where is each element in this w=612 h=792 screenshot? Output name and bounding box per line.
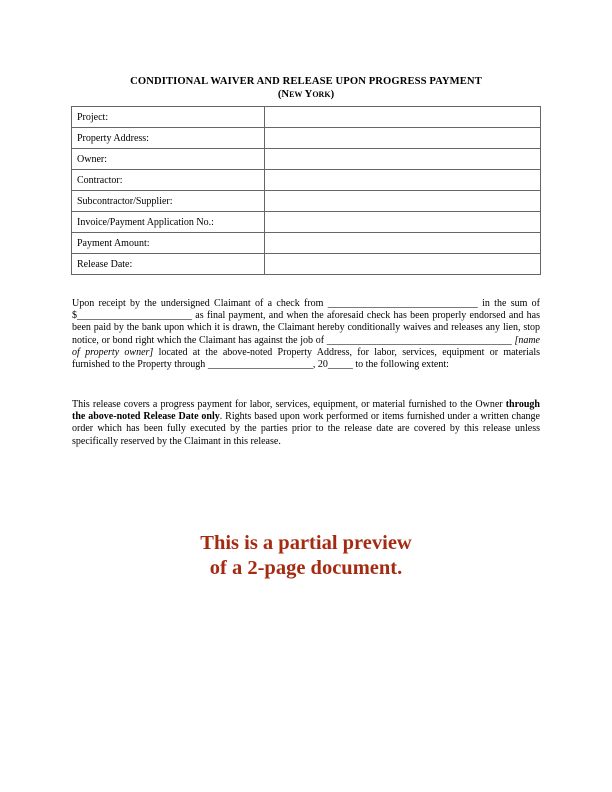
- release-date-value[interactable]: [265, 254, 541, 275]
- preview-notice-line-1: This is a partial preview: [200, 532, 412, 554]
- project-label: Project:: [72, 107, 265, 128]
- subtitle-smallcaps-2: ORK: [312, 90, 331, 99]
- p1-text-2: in the sum of $: [72, 298, 541, 322]
- release-date-label: Release Date:: [72, 254, 265, 275]
- table-row: [72, 149, 541, 170]
- owner-label: Owner:: [72, 149, 265, 170]
- owner-name-blank: _____________________________________: [326, 334, 512, 346]
- coverage-paragraph: [72, 399, 540, 448]
- subtitle-close: ): [330, 89, 335, 100]
- contractor-label: Contractor:: [72, 170, 265, 191]
- payment-amount-value[interactable]: [265, 233, 541, 254]
- subtitle-open: (N: [277, 89, 290, 100]
- document-subtitle: [0, 88, 612, 101]
- table-row: [72, 233, 541, 254]
- contractor-value[interactable]: [265, 170, 541, 191]
- subtitle-mid: Y: [302, 89, 313, 100]
- through-date-blank: _____________________: [207, 359, 313, 371]
- year-blank: _____: [327, 359, 353, 371]
- invoice-value[interactable]: [265, 212, 541, 233]
- owner-value[interactable]: [265, 149, 541, 170]
- document-title: CONDITIONAL WAIVER AND RELEASE UPON PROGRESS PAYMENT: [130, 76, 482, 87]
- table-row: [72, 212, 541, 233]
- invoice-label: Invoice/Payment Application No.:: [72, 212, 265, 233]
- property-address-label: Property Address:: [72, 128, 265, 149]
- p2-bold-text: through the above-noted Release Date only: [72, 399, 540, 423]
- table-row: [72, 170, 541, 191]
- preview-notice-line-2: of a 2-page document.: [209, 557, 403, 579]
- info-table: [71, 106, 541, 275]
- waiver-paragraph: [72, 298, 540, 371]
- table-row: [72, 128, 541, 149]
- p1-text-4: located at the above-noted Property Address, for labor, services, equipment or materials furnished to the Property through: [72, 346, 540, 371]
- p2-text-2: . Rights based upon work performed or items furnished under a written change order which has been fully executed by the parties prior to the release date are covered by this release unless specifically reserved by the Claimant in this release.: [72, 411, 540, 447]
- p2-text-1: This release covers a progress payment for labor, services, equipment, or material furnished to the Owner: [72, 399, 506, 410]
- project-value[interactable]: [265, 107, 541, 128]
- p1-text-3: as final payment, and when the aforesaid check has been properly endorsed and has been paid by the bank upon which it is drawn, the Claimant hereby conditionally waives and releases any lien, stop notice, or bond right which the Claimant has against the job of: [72, 310, 540, 346]
- payment-amount-label: Payment Amount:: [72, 233, 265, 254]
- property-address-value[interactable]: [265, 128, 541, 149]
- owner-name-hint: [name of property owner]: [72, 334, 540, 358]
- subcontractor-value[interactable]: [265, 191, 541, 212]
- p1-text-1: Upon receipt by the undersigned Claimant of a check from: [72, 298, 328, 309]
- table-row: [72, 191, 541, 212]
- table-row: [72, 107, 541, 128]
- amount-blank: _______________________: [77, 310, 192, 322]
- subcontractor-label: Subcontractor/Supplier:: [72, 191, 265, 212]
- p1-text-5: , 20: [312, 359, 328, 371]
- table-row: [72, 254, 541, 275]
- subtitle-smallcaps-1: EW: [289, 90, 303, 99]
- p1-text-6: to the following extent:: [352, 359, 449, 371]
- payer-blank: ______________________________: [327, 298, 478, 309]
